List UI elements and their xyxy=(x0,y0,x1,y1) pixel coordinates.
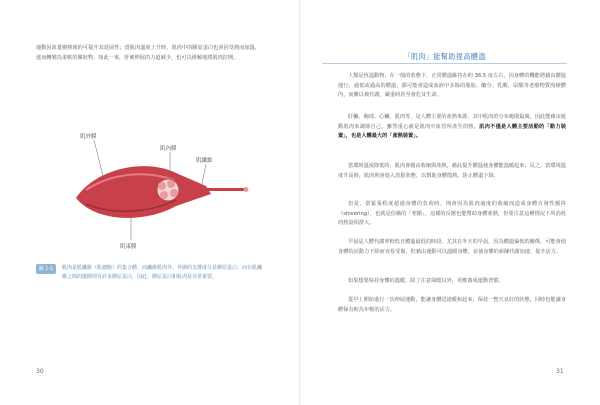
muscle-illustration xyxy=(56,128,256,253)
label-epimysium: 肌束膜 xyxy=(120,244,137,250)
right-paragraph-5: 早晨是人體代謝率較低且體溫最低的時段，尤其在冬天的早晨，因為體溫偏低的關係，可能會使身體的活動力下降而容易受傷，但藉由運動可以溫暖身體，並使身體的新陳代謝加速，提升活力。 xyxy=(338,239,566,255)
bold-emphasis: 肌肉不僅是人體主要活動的「動力裝置」，也是人體最大的「產熱裝置」。 xyxy=(338,123,566,140)
right-paragraph-4: 但是，當緊張程度超過身體的負荷時，則會因為肌肉過度的收縮而造成身體自發性顫抖（shivering），也就是俗稱的「寒顫」，這樣的反應也能幫助身體產熱，但要注意這種情況下所消耗的熱量相當大。 xyxy=(338,201,566,227)
muscle-anatomy-figure xyxy=(56,128,256,253)
fiber-end xyxy=(244,187,249,192)
figure-tag: 圖 1-1 xyxy=(36,264,56,274)
right-paragraph-6: 如果想要保持身體的溫暖，除了注意保暖以外，更應養成運動習慣。 xyxy=(348,278,504,284)
right-paragraph-3: 當環境溫度降低時，肌肉會藉由收縮與產熱，藉此提升體溫使身體能溫暖起來；反之，當環境溫度升高時，肌肉則會進入放鬆狀態，以幫助身體散熱，防止體溫下降。 xyxy=(338,163,566,179)
right-paragraph-2: 肝臟、胸部、心臟，肌肉等，是人體主要的產熱來源，其中肌肉的分布範圍最廣，因此能藉由運動肌肉來調節自己。雖然重心就是肌肉中血管所產生的熱，肌肉不僅是人體主要活動的「動力裝置」，也是人體最大的「產熱裝置」。 xyxy=(338,114,566,140)
section-heading: 「肌肉」能幫助提高體溫 xyxy=(403,52,486,61)
caption-text: 肌肉是肌纖維（肌細胞）的集合體，而纖維肌肉外，外層的支撐成分是膠原蛋白；而在肌纖維之間的縫隙則有許多膠原蛋白，因此，膠原蛋白和肌肉是非常重要。 xyxy=(62,265,263,280)
heading-underline xyxy=(322,63,567,64)
right-paragraph-1: 人類是恆溫動物，在一般的狀態下，正常體溫維持在約 36.5 度左右，因身體的機能將藉由體溫運行，過低或過高的體溫，都可能會造成血液中多餘的脂肪、醣分、乳酸，尿酸等老廢物質囤積體內，而難以被代謝，嚴重時甚至會危及生命。 xyxy=(338,73,566,99)
page-number-left: 30 xyxy=(36,368,44,375)
page-number-right: 31 xyxy=(556,368,564,375)
book-gutter xyxy=(299,0,301,405)
figure-caption xyxy=(36,264,262,281)
label-fiber: 肌纖維 xyxy=(196,158,213,164)
label-muscle-bundle: 肌外膜 xyxy=(80,134,97,140)
label-fascicle: 肌內膜 xyxy=(160,146,177,152)
right-paragraph-7: 從早上開始進行一次伸展運動，能讓身體迅速暖和起來，保持一整天良好的狀態，同時也能讓身體保有較為年輕的活力。 xyxy=(338,297,566,313)
muscle-fiber-strand xyxy=(206,188,246,191)
left-paragraph: 運動因血量變熱後的可提升其延展性；當肌肉溫度上升時，肌肉中的膠原蛋白也會因受熱而加溫，進而轉變為柔軟的膠狀物，如此一來，肝硬伸展的力道減少，也可以緩解地將肌肉拉開。 xyxy=(36,45,260,61)
fascicle-bundle xyxy=(157,179,179,201)
